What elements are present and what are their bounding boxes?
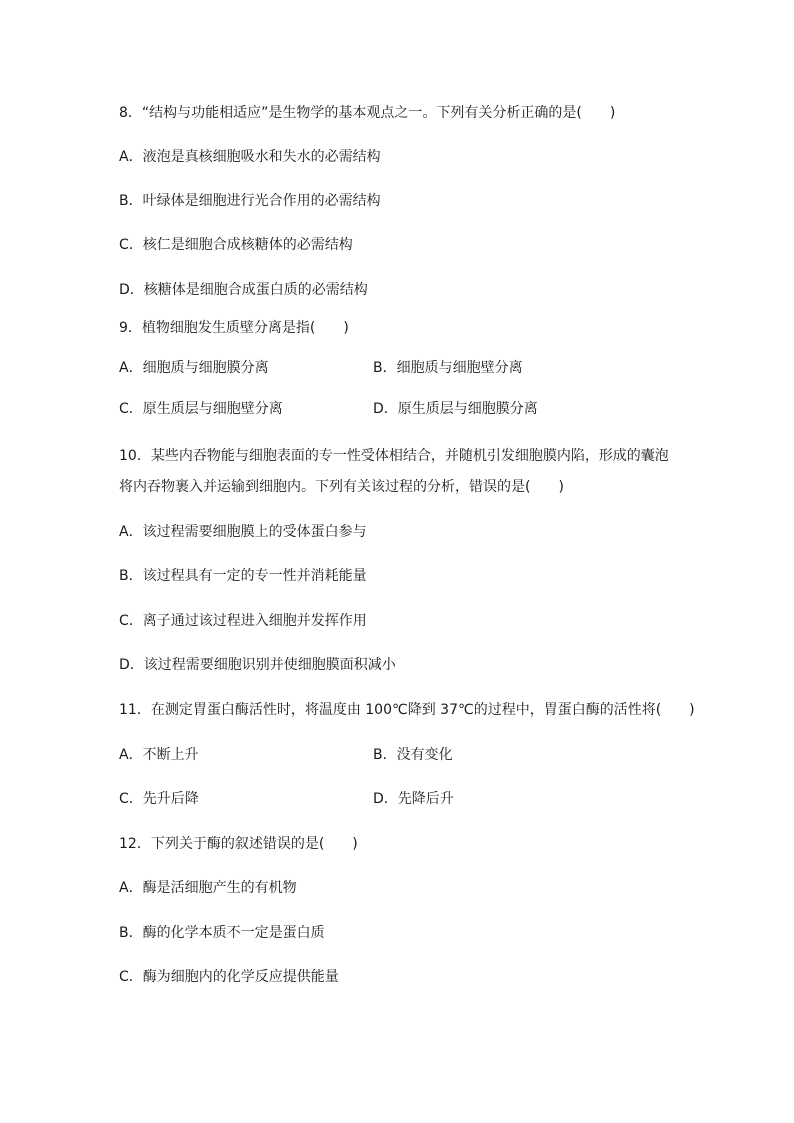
question-8-option-b: B．叶绿体是细胞进行光合作用的必需结构 [119,193,381,209]
question-9-option-a: A．细胞质与细胞膜分离 [119,360,269,376]
question-11-option-a: A．不断上升 [119,747,199,763]
question-12-option-a: A．酶是活细胞产生的有机物 [119,880,297,896]
question-11-option-d: D．先降后升 [373,791,454,807]
question-10-stem-line-1: 10．某些内吞物能与细胞表面的专一性受体相结合，并随机引发细胞膜内陷，形成的囊泡 [119,448,669,464]
question-8-option-a: A．液泡是真核细胞吸水和失水的必需结构 [119,149,381,165]
question-12-option-c: C．酶为细胞内的化学反应提供能量 [119,969,339,985]
question-10-option-b: B．该过程具有一定的专一性并消耗能量 [119,568,367,584]
question-9-option-c: C．原生质层与细胞壁分离 [119,401,283,417]
question-8-stem: 8．“结构与功能相适应”是生物学的基本观点之一。下列有关分析正确的是( ) [119,105,616,121]
question-9-option-b: B．细胞质与细胞壁分离 [373,360,523,376]
question-9-stem: 9．植物细胞发生质壁分离是指( ) [119,320,349,336]
question-10-stem-line-2: 将内吞物裹入并运输到细胞内。下列有关该过程的分析，错误的是( ) [119,479,564,495]
question-10-option-c: C．离子通过该过程进入细胞并发挥作用 [119,613,367,629]
question-8-option-d: D．核糖体是细胞合成蛋白质的必需结构 [119,282,368,298]
question-12-stem: 12．下列关于酶的叙述错误的是( ) [119,836,358,852]
question-11-option-b: B．没有变化 [373,747,453,763]
question-11-option-c: C．先升后降 [119,791,199,807]
question-9-option-d: D．原生质层与细胞膜分离 [373,401,538,417]
question-10-option-a: A．该过程需要细胞膜上的受体蛋白参与 [119,524,367,540]
question-12-option-b: B．酶的化学本质不一定是蛋白质 [119,925,325,941]
question-8-option-c: C．核仁是细胞合成核糖体的必需结构 [119,237,353,253]
question-10-option-d: D．该过程需要细胞识别并使细胞膜面积减小 [119,657,396,673]
question-11-stem: 11．在测定胃蛋白酶活性时，将温度由 100℃降到 37℃的过程中，胃蛋白酶的活性将( ) [119,702,695,718]
